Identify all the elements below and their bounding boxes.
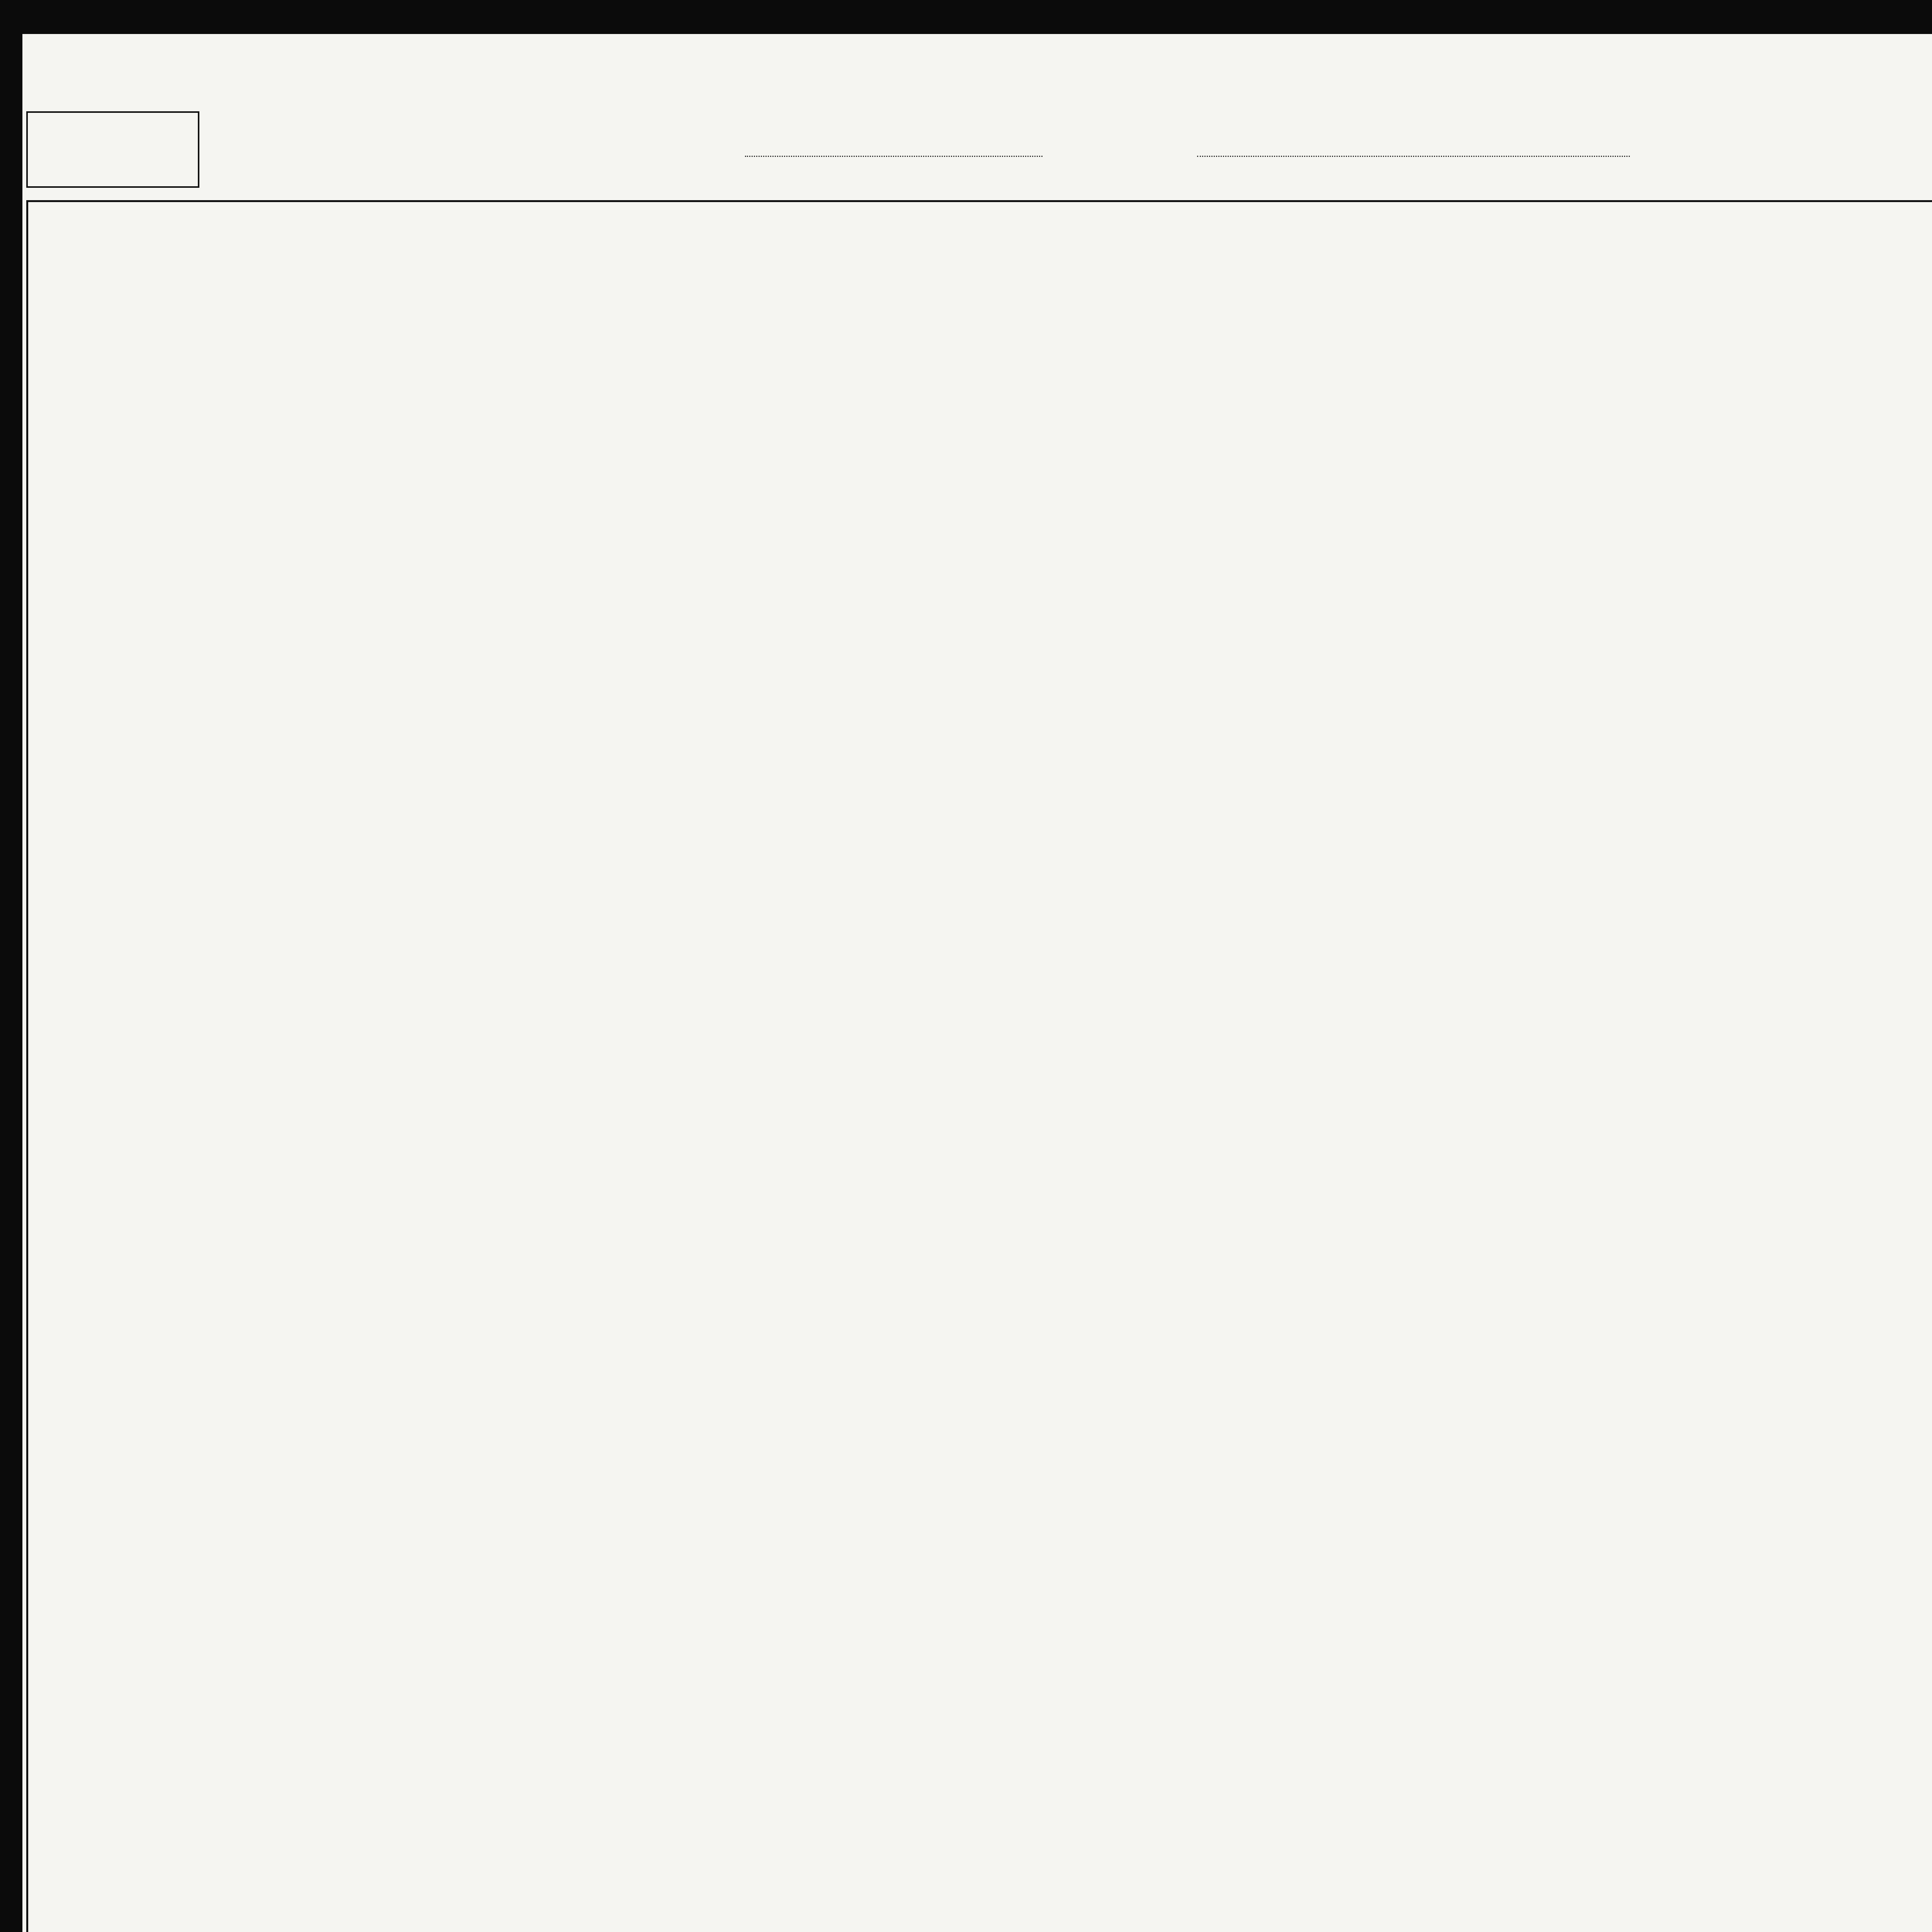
register-sheet [22,34,1932,1932]
main-table [26,200,1932,1932]
corner-box-text [28,113,198,128]
corner-box [26,111,199,188]
